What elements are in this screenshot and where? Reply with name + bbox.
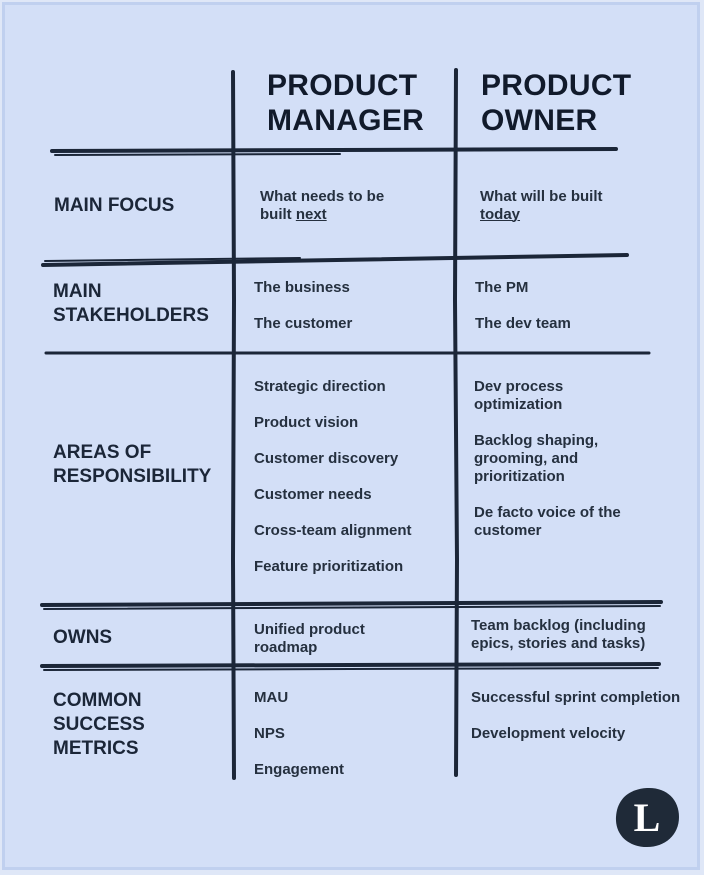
grid-line-vertical-1 <box>233 72 234 778</box>
list-item: MAU <box>254 689 289 706</box>
grid-line-header-echo <box>55 154 340 155</box>
row-label-main-focus: MAIN FOCUS <box>54 195 175 216</box>
list-item: Engagement <box>254 761 345 778</box>
row-label-stakeholders-line-2: STAKEHOLDERS <box>53 305 209 326</box>
row-label-stakeholders-line-1: MAIN <box>53 281 102 302</box>
cell-pm-responsibility <box>254 378 412 594</box>
list-item: Product vision <box>254 414 359 431</box>
cell-pm-owns-line-2: roadmap <box>254 639 318 656</box>
row-label-common-success-metrics <box>53 689 145 761</box>
grid-line-owns <box>42 664 659 666</box>
list-item: The PM <box>475 279 529 296</box>
header-po-line-2: OWNER <box>481 104 598 137</box>
cell-po-metrics <box>471 689 680 761</box>
list-item-line: Dev process <box>474 378 564 395</box>
grid-line-owns-echo <box>44 668 658 670</box>
cell-pm-focus-text: built <box>260 206 296 223</box>
list-item-line: optimization <box>474 396 563 413</box>
logo-letter: L <box>633 794 661 840</box>
list-item: The dev team <box>475 315 571 332</box>
cell-po-focus-emphasis: today <box>480 206 521 223</box>
grid-line-responsibility <box>42 602 661 605</box>
row-label-main-stakeholders <box>53 280 209 328</box>
row-label-metrics-line-2: SUCCESS <box>53 714 145 735</box>
cell-pm-owns-line-1: Unified product <box>254 621 365 638</box>
cell-po-focus-line-1: What will be built <box>480 188 603 205</box>
list-item-line: prioritization <box>474 468 565 485</box>
row-label-metrics-line-1: COMMON <box>53 690 142 711</box>
list-item-line: Backlog shaping, <box>474 432 599 449</box>
list-item <box>474 504 621 540</box>
header-pm-line-1: PRODUCT <box>267 69 418 102</box>
cell-pm-stakeholders <box>254 279 352 351</box>
list-item: Strategic direction <box>254 378 386 395</box>
list-item: Customer discovery <box>254 450 399 467</box>
row-label-metrics-line-3: METRICS <box>53 738 139 759</box>
row-label-responsibility-line-1: AREAS OF <box>53 442 152 463</box>
cell-pm-main-focus <box>260 188 384 224</box>
cell-pm-owns <box>254 621 365 657</box>
list-item <box>474 378 621 414</box>
cell-pm-focus-line-2 <box>260 206 384 224</box>
header-po-line-1: PRODUCT <box>481 69 632 102</box>
list-item: Customer needs <box>254 486 372 503</box>
cell-po-stakeholders <box>475 279 571 351</box>
row-label-areas-of-responsibility <box>53 441 211 489</box>
row-label-owns: OWNS <box>53 627 113 648</box>
cell-po-focus-line-2 <box>480 206 603 224</box>
list-item-line: De facto voice of the <box>474 504 621 521</box>
header-product-owner <box>481 68 631 138</box>
list-item: Cross-team alignment <box>254 522 412 539</box>
cell-po-owns <box>471 617 646 653</box>
list-item: The customer <box>254 315 353 332</box>
list-item-line: grooming, and <box>474 450 579 467</box>
list-item: The business <box>254 279 350 296</box>
cell-po-owns-line-1: Team backlog (including <box>471 617 646 634</box>
cell-pm-metrics <box>254 689 344 797</box>
list-item: Successful sprint completion <box>471 689 681 706</box>
list-item-line: customer <box>474 522 542 539</box>
header-product-manager <box>267 68 424 138</box>
list-item: Development velocity <box>471 725 626 742</box>
list-item: NPS <box>254 725 285 742</box>
cell-po-responsibility <box>474 378 621 558</box>
cell-pm-focus-emphasis: next <box>295 206 327 223</box>
cell-pm-focus-line-1: What needs to be <box>260 188 385 205</box>
cell-po-owns-line-2: epics, stories and tasks) <box>471 635 646 652</box>
grid-line-header <box>52 149 616 151</box>
list-item: Feature prioritization <box>254 558 404 575</box>
list-item <box>474 432 621 486</box>
header-pm-line-2: MANAGER <box>267 104 425 137</box>
cell-po-main-focus <box>480 188 603 224</box>
row-label-responsibility-line-2: RESPONSIBILITY <box>53 466 212 487</box>
